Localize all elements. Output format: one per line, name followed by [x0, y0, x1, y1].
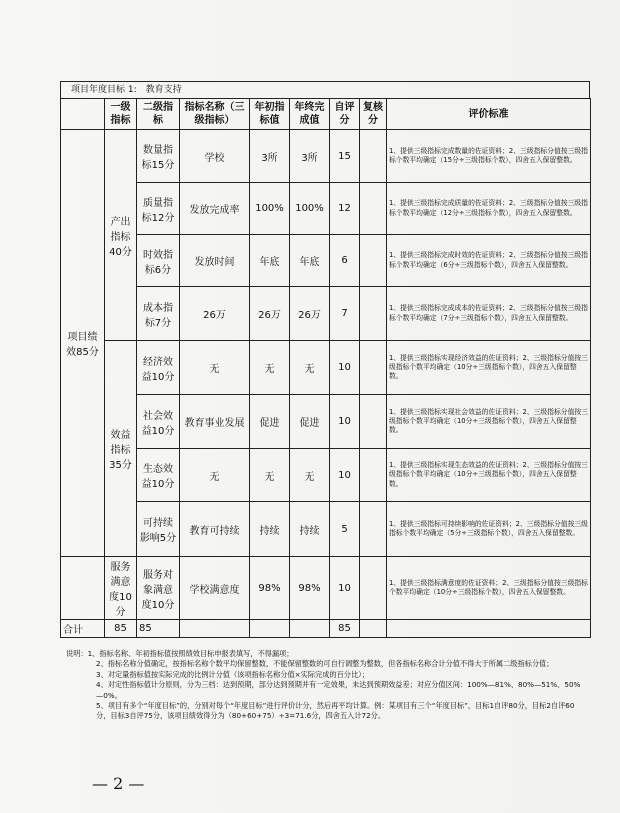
total-self: 85 [330, 620, 360, 638]
l2-cell: 数量指标15分 [137, 130, 180, 183]
criteria-cell: 1、提供三级指标实现生态效益的佐证资料；2、三级指标分值按三级指标个数平均确定（10分÷三级指标个数），四舍五入保留整数。 [387, 449, 591, 502]
review-score [360, 449, 387, 502]
start-value: 年底 [250, 235, 290, 287]
self-score: 15 [330, 130, 360, 183]
criteria-cell: 1、提供三级指标可持续影响的佐证资料；2、三级指标分值按三级指标个数平均确定（5分÷三级指标个数），四舍五入保留整数。 [387, 502, 591, 557]
total-row [61, 620, 591, 638]
start-value: 无 [250, 449, 290, 502]
notes-block [66, 649, 586, 722]
note-line: 5、项目有多个“年度目标”的，分别对每个“年度目标”进行评价计分，然后再平均计算。例：某项目有三个“年度目标”，目标1自评80分，目标2自评60分，目标3自评75分，该项目绩效得分为（80+60+75）÷3=71.6分，四舍五入计72分。 [96, 701, 575, 721]
table-row [61, 287, 591, 341]
table-row [61, 341, 591, 395]
header-cell: 自评分 [330, 99, 360, 130]
table-row [61, 183, 591, 235]
review-score [360, 130, 387, 183]
criteria-cell: 1、提供三级指标完成质量的佐证资料；2、三级指标分值按三级指标个数平均确定（12分÷三级指标个数），四舍五入保留整数。 [387, 183, 591, 235]
note-line: 3、对定量指标值按实际完成的比例计分值（该项指标名称分值×实际完成的百分比）； [96, 669, 369, 679]
header-cell: 年终完成值 [290, 99, 330, 130]
l2-cell: 经济效益10分 [137, 341, 180, 395]
header-cell: 一级指标 [105, 99, 137, 130]
note-line: 说明：1、指标名称、年初指标值按照绩效目标申报表填写，不得漏项； [66, 649, 294, 658]
self-score: 5 [330, 502, 360, 557]
indicator-name: 发放时间 [180, 235, 250, 287]
total-blank [180, 620, 250, 638]
performance-label: 项目绩效85分 [61, 130, 105, 557]
criteria-cell: 1、提供三级指标完成时效的佐证资料；2、三级指标分值按三级指标个数平均确定（6分÷三级指标个数），四舍五入保留整数。 [387, 235, 591, 287]
start-value: 98% [250, 557, 290, 620]
l2-cell: 生态效益10分 [137, 449, 180, 502]
self-score: 10 [330, 449, 360, 502]
indicator-name: 学校满意度 [180, 557, 250, 620]
start-value: 无 [250, 341, 290, 395]
header-cell: 指标名称（三级指标） [180, 99, 250, 130]
end-value: 促进 [290, 395, 330, 449]
page-number: — 2 — [92, 774, 145, 793]
note-line: 2、指标名称分值确定，按指标名称个数平均保留整数，不能保留整数的可自行调整为整数，但各指标名称合计分值不得大于所属二级指标分值； [96, 659, 554, 669]
l2-cell: 社会效益10分 [137, 395, 180, 449]
start-value: 26万 [250, 287, 290, 341]
objective-title: 项目年度目标 1: 教育支持 [60, 81, 590, 98]
indicator-name: 教育可持续 [180, 502, 250, 557]
end-value: 年底 [290, 235, 330, 287]
start-value: 持续 [250, 502, 290, 557]
total-l1: 85 [105, 620, 137, 638]
table-row [61, 557, 591, 620]
indicator-name: 教育事业发展 [180, 395, 250, 449]
criteria-cell: 1、提供三级指标完成成本的佐证资料；2、三级指标分值按三级指标个数平均确定（7分÷三级指标个数），四舍五入保留整数。 [387, 287, 591, 341]
end-value: 100% [290, 183, 330, 235]
benefit-label: 效益指标35分 [105, 341, 137, 557]
end-value: 98% [290, 557, 330, 620]
end-value: 3所 [290, 130, 330, 183]
table-row [61, 449, 591, 502]
evaluation-table [60, 98, 591, 638]
l2-cell: 时效指标6分 [137, 235, 180, 287]
total-blank [250, 620, 290, 638]
total-blank [360, 620, 387, 638]
self-score: 12 [330, 183, 360, 235]
indicator-name: 无 [180, 341, 250, 395]
indicator-name: 学校 [180, 130, 250, 183]
header-cell: 复核分 [360, 99, 387, 130]
header-cell: 年初指标值 [250, 99, 290, 130]
review-score [360, 183, 387, 235]
review-score [360, 341, 387, 395]
review-score [360, 287, 387, 341]
review-score [360, 502, 387, 557]
criteria-cell: 1、提供三级指标满意度的佐证资料；2、三级指标分值按三级指标个数平均确定（10分÷三级指标个数），四舍五入保留整数。 [387, 557, 591, 620]
self-score: 10 [330, 341, 360, 395]
table-row [61, 395, 591, 449]
output-label: 产出指标40分 [105, 130, 137, 341]
review-score [360, 395, 387, 449]
self-score: 7 [330, 287, 360, 341]
satisfaction-label: 服务满意度10分 [105, 557, 137, 620]
l2-cell: 可持续影响5分 [137, 502, 180, 557]
indicator-name: 无 [180, 449, 250, 502]
indicator-name: 发放完成率 [180, 183, 250, 235]
end-value: 无 [290, 341, 330, 395]
indicator-name: 26万 [180, 287, 250, 341]
header-blank [61, 99, 105, 130]
header-cell: 评价标准 [387, 99, 591, 130]
table-row [61, 502, 591, 557]
total-blank [387, 620, 591, 638]
note-line: 4、对定性指标值计分原则，分为三档：达到预期，部分达到预期并有一定效果，未达到预期效益差；对应分值区间：100%—81%、80%—51%、50%—0%。 [96, 680, 581, 700]
start-value: 促进 [250, 395, 290, 449]
table-row [61, 130, 591, 183]
l2-cell: 成本指标7分 [137, 287, 180, 341]
criteria-cell: 1、提供三级指标实现社会效益的佐证资料；2、三级指标分值按三级指标个数平均确定（10分÷三级指标个数），四舍五入保留整数。 [387, 395, 591, 449]
self-score: 10 [330, 557, 360, 620]
review-score [360, 235, 387, 287]
l2-cell: 服务对象满意度10分 [137, 557, 180, 620]
l2-cell: 质量指标12分 [137, 183, 180, 235]
header-cell: 二级指标 [137, 99, 180, 130]
start-value: 100% [250, 183, 290, 235]
criteria-cell: 1、提供三级指标实现经济效益的佐证资料；2、三级指标分值按三级指标个数平均确定（10分÷三级指标个数），四舍五入保留整数。 [387, 341, 591, 395]
end-value: 持续 [290, 502, 330, 557]
header-row [61, 99, 591, 130]
evaluation-sheet [60, 81, 590, 638]
start-value: 3所 [250, 130, 290, 183]
total-l2: 85 [137, 620, 180, 638]
self-score: 6 [330, 235, 360, 287]
performance-blank [61, 557, 105, 620]
table-row [61, 235, 591, 287]
criteria-cell: 1、提供三级指标完成数量的佐证资料；2、三级指标分值按三级指标个数平均确定（15分÷三级指标个数），四舍五入保留整数。 [387, 130, 591, 183]
review-score [360, 557, 387, 620]
total-label: 合计 [61, 620, 105, 638]
total-blank [290, 620, 330, 638]
self-score: 10 [330, 395, 360, 449]
end-value: 无 [290, 449, 330, 502]
end-value: 26万 [290, 287, 330, 341]
